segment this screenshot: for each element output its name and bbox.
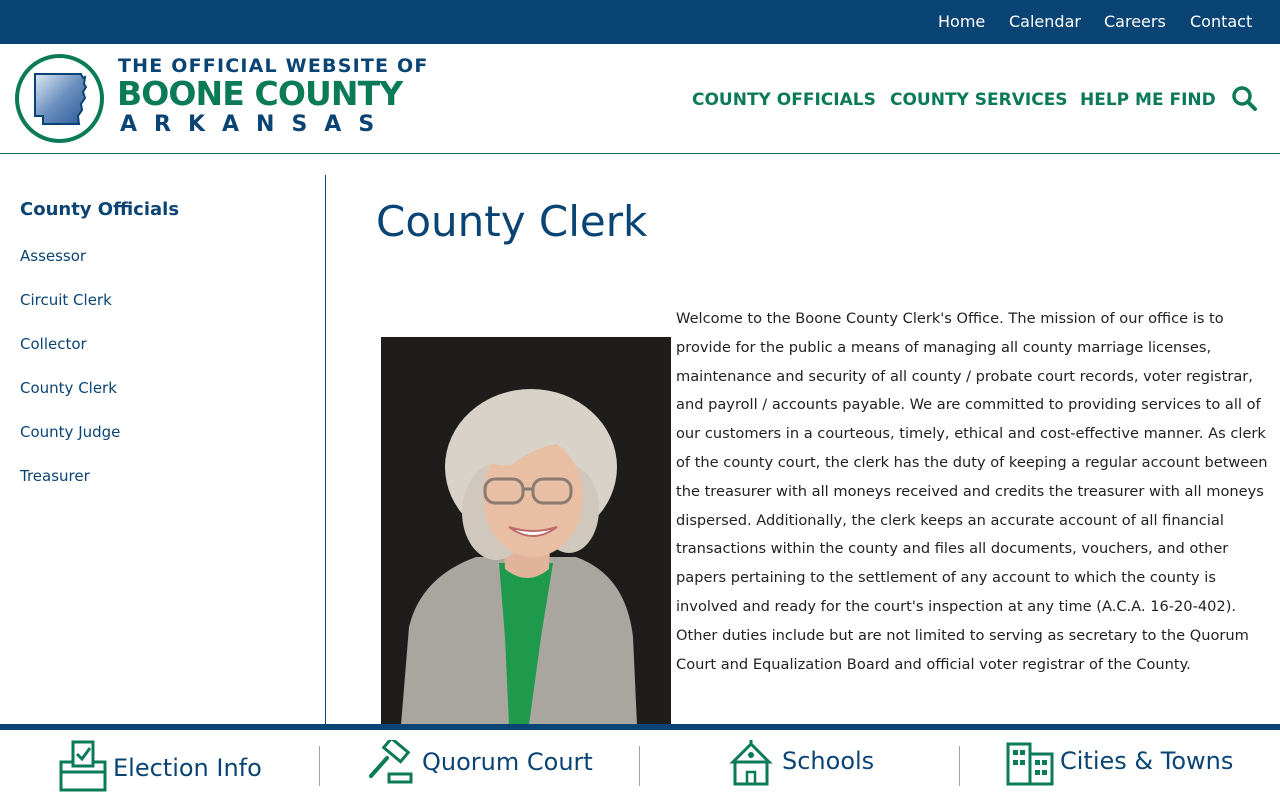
search-button[interactable] [1230, 84, 1260, 114]
site-header [0, 44, 1280, 154]
divider [319, 746, 320, 786]
logo-state-name: ARKANSAS [120, 112, 392, 137]
sidebar-item-collector[interactable]: Collector [20, 335, 87, 353]
search-icon [1230, 84, 1260, 114]
quick-links-bar [0, 724, 1280, 800]
quick-link-cities-towns[interactable] [1004, 730, 1254, 800]
intro-paragraph: Welcome to the Boone County Clerk's Office. The mission of our office is to provide for the public a means of managing all county marriage licenses, maintenance and security of all county / probate court records, voter registrar, and payroll / accounts payable. We are committed to providing services to all of our customers in a courteous, timely, ethical and cost-effective manner. As clerk of the county court, the clerk has the duty of keeping a regular account between the treasurer with all moneys received and credits the treasurer with all moneys dispersed. Additionally, the clerk keeps an accurate account of all financial transactions within the county and files all documents, vouchers, and other papers pertaining to the settlement of any account to which the county is involved and ready for the court's inspection at any time (A.C.A. 16-20-402). Other duties include but are not limited to serving as secretary to the Quorum Court and Equalization Board and official voter registrar of the County. [676, 310, 1268, 673]
divider [639, 746, 640, 786]
county-clerk-portrait [381, 337, 671, 725]
quick-link-label: Cities & Towns [1060, 747, 1234, 775]
nav-county-officials[interactable]: COUNTY OFFICIALS [692, 90, 876, 110]
portrait-image [381, 337, 671, 725]
divider [959, 746, 960, 786]
sidebar-title: County Officials [20, 199, 180, 220]
buildings-icon [1006, 740, 1054, 786]
quick-link-label: Quorum Court [422, 748, 593, 776]
quick-link-label: Schools [782, 747, 875, 775]
sidebar-item-treasurer[interactable]: Treasurer [20, 467, 90, 485]
top-link-contact[interactable]: Contact [1190, 12, 1253, 31]
nav-county-services[interactable]: COUNTY SERVICES [890, 90, 1068, 110]
page-title: County Clerk [376, 197, 648, 246]
gavel-icon [367, 740, 415, 786]
sidebar-item-county-judge[interactable]: County Judge [20, 423, 121, 441]
quick-link-schools[interactable] [725, 730, 925, 800]
sidebar-item-county-clerk[interactable]: County Clerk [20, 379, 117, 397]
quick-link-quorum-court[interactable] [365, 730, 625, 800]
quick-link-election-info[interactable] [55, 730, 310, 800]
arkansas-seal-logo[interactable] [15, 54, 104, 143]
top-link-home[interactable]: Home [938, 12, 986, 31]
arkansas-state-icon [29, 68, 91, 130]
schoolhouse-icon [727, 740, 775, 786]
logo-tagline: THE OFFICIAL WEBSITE OF [118, 55, 429, 77]
top-link-calendar[interactable]: Calendar [1009, 12, 1081, 31]
top-utility-bar [0, 0, 1280, 44]
sidebar-item-assessor[interactable]: Assessor [20, 247, 87, 265]
quick-link-label: Election Info [113, 754, 262, 782]
ballot-box-icon [59, 740, 107, 792]
top-link-careers[interactable]: Careers [1104, 12, 1166, 31]
logo-county-name: BOONE COUNTY [117, 74, 403, 113]
sidebar-item-circuit-clerk[interactable]: Circuit Clerk [20, 291, 112, 309]
nav-help-me-find[interactable]: HELP ME FIND [1080, 90, 1216, 110]
sidebar [0, 175, 326, 725]
